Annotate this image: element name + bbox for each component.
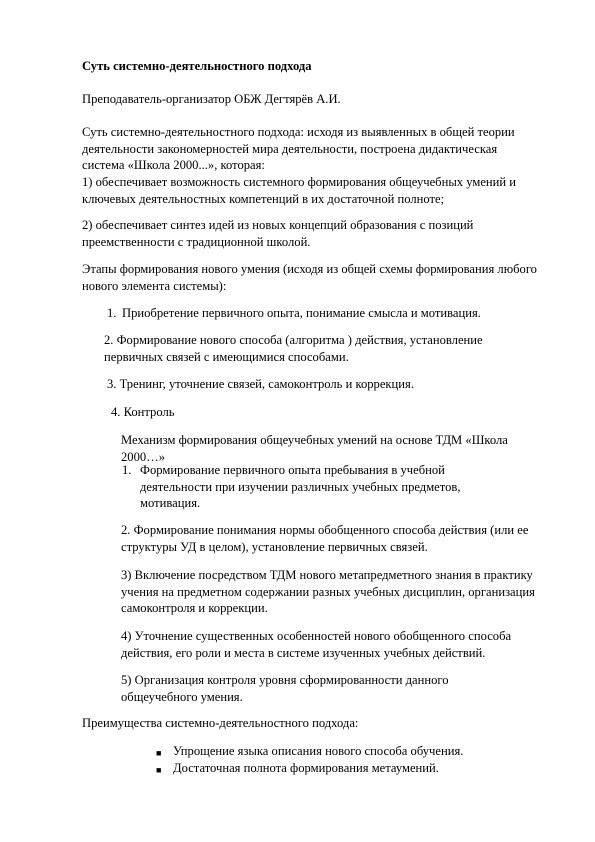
square-bullet-icon: ■ <box>156 748 162 758</box>
intro-paragraph: Суть системно-деятельностного подхода: исходя из выявленных в общей теории деятельности закономерностей мира деятельности, построена дидактическая система «Школа 2000...», которая: <box>82 125 515 172</box>
mechanism-1-number: 1. <box>122 463 132 477</box>
mechanism-3-text: 3) Включение посредством ТДМ нового метапредметного знания в практику учения на предметном содержании разных учебных дисциплин, организация самоконтроля и коррекции. <box>121 568 535 615</box>
mechanism-4-text: 4) Уточнение существенных особенностей нового обобщенного способа действия, его роли и места в системе изученных учебных действий. <box>121 629 512 660</box>
mechanism-5-text: 5) Организация контроля уровня сформированности данного общеучебного умения. <box>121 673 449 704</box>
stage-3-text: 3. Тренинг, уточнение связей, самоконтроль и коррекция. <box>107 377 414 391</box>
advantage-item: Достаточная полнота формирования метаумений. <box>173 761 439 775</box>
advantage-item: Упрощение языка описания нового способа обучения. <box>173 744 464 758</box>
document-title: Суть системно-деятельностного подхода <box>82 59 312 73</box>
point-1-paragraph: 1) обеспечивает возможность системного формирования общеучебных умений и ключевых деятельностных компетенций в их достаточной полноте; <box>82 175 517 206</box>
author-line: Преподаватель-организатор ОБЖ Дегтярёв А.И. <box>82 92 341 106</box>
point-2-paragraph: 2) обеспечивает синтез идей из новых концепций образования с позиций преемственности с традиционной школой. <box>82 218 474 249</box>
mechanism-title: Механизм формирования общеучебных умений на основе ТДМ «Школа 2000…» <box>121 433 508 464</box>
advantages-title: Преимущества системно-деятельностного подхода: <box>82 716 359 730</box>
square-bullet-icon: ■ <box>156 765 162 775</box>
stages-intro-paragraph: Этапы формирования нового умения (исходя из общей схемы формирования любого нового элемента системы): <box>82 262 537 293</box>
mechanism-2-text: 2. Формирование понимания нормы обобщенного способа действия (или ее структуры УД в целом), установление первичных связей. <box>121 523 529 554</box>
stage-1-text: Приобретение первичного опыта, понимание смысла и мотивация. <box>122 306 481 320</box>
stage-4-text: 4. Контроль <box>111 405 175 419</box>
stage-2-text: 2. Формирование нового способа (алгоритма ) действия, установление первичных связей с имеющимися способами. <box>104 333 483 364</box>
mechanism-1-text: Формирование первичного опыта пребывания в учебной деятельности при изучении различных учебных предметов, мотивация. <box>140 463 461 510</box>
stage-1-number: 1. <box>107 306 117 320</box>
